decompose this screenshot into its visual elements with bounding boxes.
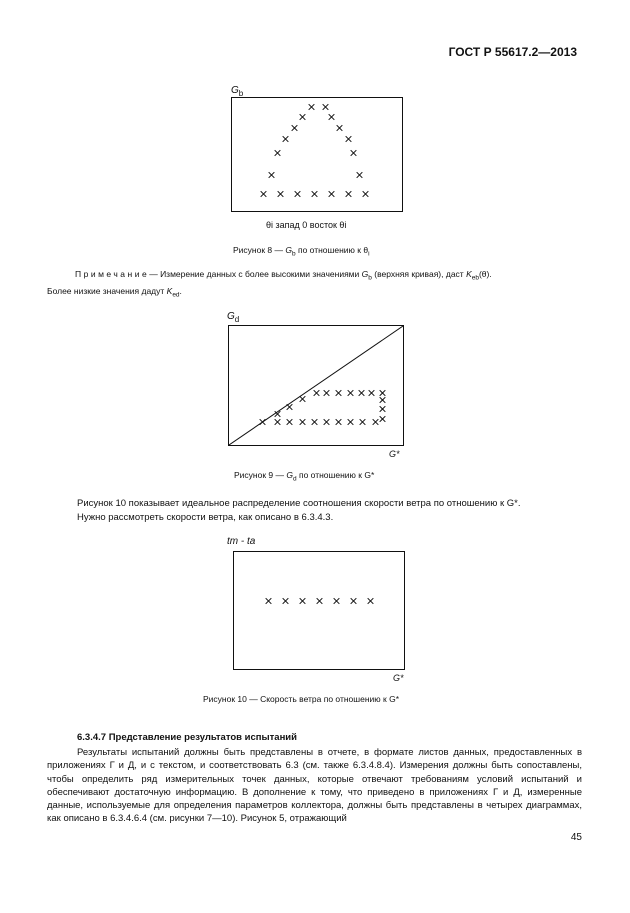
figure8-x-label: θi запад 0 восток θi	[266, 220, 347, 230]
figure8-point-14	[290, 124, 298, 132]
figure8-y-label: $G_b$	[231, 85, 244, 98]
figure10-chart	[233, 551, 405, 670]
figure9-point-6	[322, 418, 330, 426]
figure8-point-1	[259, 190, 267, 198]
figure9-point-13	[298, 395, 306, 403]
figure9-point-9	[359, 418, 367, 426]
figure9-point-17	[347, 389, 355, 397]
figure9-point-21	[378, 396, 386, 404]
figure9-point-7	[335, 418, 343, 426]
figure8-point-6	[344, 190, 352, 198]
figure8-point-12	[282, 135, 290, 143]
figure9-point-2	[274, 418, 282, 426]
figure8-chart	[231, 97, 403, 212]
figure10-intro: Рисунок 10 показывает идеальное распределение соотношения скорости ветра по отношению к G*. Нужно рассмотреть скорости ветра, как описано в 6.3.4.3.	[77, 498, 521, 523]
figure10-point-1	[264, 597, 272, 605]
figure8-point-3	[293, 190, 301, 198]
figure8-point-4	[310, 190, 318, 198]
figure9-point-16	[335, 389, 343, 397]
figure8-point-10	[273, 149, 281, 157]
figure9-x-label: G*	[389, 449, 400, 459]
figure8-point-5	[327, 190, 335, 198]
figure10-point-6	[349, 597, 357, 605]
figure10-point-7	[366, 597, 374, 605]
figure9-point-15	[322, 389, 330, 397]
figure8-point-17	[327, 113, 335, 121]
figure8-point-9	[356, 171, 364, 179]
figure9-point-11	[274, 410, 282, 418]
figure8-point-13	[344, 135, 352, 143]
figure9-point-1	[258, 418, 266, 426]
figure10-caption: Рисунок 10 — Скорость ветра по отношению к G*	[203, 694, 400, 704]
figure9-point-22	[378, 405, 386, 413]
figure9-caption: Рисунок 9 — $G_d$ по отношению к G*	[234, 470, 375, 483]
section-title: 6.3.4.7 Представление результатов испытаний	[77, 732, 297, 743]
figure9-point-3	[286, 418, 294, 426]
figure9-point-18	[357, 389, 365, 397]
figure8-caption: Рисунок 8 — $G_b$ по отношению к $\theta_i$	[233, 245, 370, 258]
figure9-point-5	[310, 418, 318, 426]
figure9-y-label: $G_d$	[227, 311, 240, 324]
figure8-point-2	[276, 190, 284, 198]
figure8-point-18	[307, 103, 315, 111]
figure8-point-11	[350, 149, 358, 157]
figure8-point-7	[361, 190, 369, 198]
figure9-point-19	[368, 389, 376, 397]
figure9-point-14	[312, 389, 320, 397]
figure8-point-19	[322, 103, 330, 111]
document-header: ГОСТ Р 55617.2—2013	[448, 45, 577, 59]
figure9-point-23	[378, 415, 386, 423]
figure10-point-5	[332, 597, 340, 605]
figure9-diagonal	[229, 326, 403, 445]
figure9-point-4	[298, 418, 306, 426]
figure10-point-3	[298, 597, 306, 605]
figure9-chart	[228, 325, 404, 446]
figure10-y-label: tm - ta	[227, 536, 256, 547]
figure8-point-8	[268, 171, 276, 179]
figure10-x-label: G*	[393, 673, 404, 683]
page-number: 45	[570, 832, 582, 843]
figure8-point-16	[299, 113, 307, 121]
figure10-point-2	[281, 597, 289, 605]
section-body: Результаты испытаний должны быть представлены в отчете, в формате листов данных, предоставленных в приложениях Г и Д, и с текстом, и соответствовать 6.3 (см. также 6.3.4.8.4). Измерения должны быть сопоставлены, чтобы определить ряд измерительных точек данных, которые отвечают требованиям условий испытаний и обеспечивают достаточную информацию. В дополнение к тому, что приведено в приложениях Г и Д, измеренные данные, используемые для определения параметров коллектора, должны быть представлены в четырех диаграммах, как описано в 6.3.4.6.4 (см. рисунки 7—10). Рисунок 5, отражающий	[47, 747, 582, 825]
figure9-point-12	[286, 403, 294, 411]
figure10-point-4	[315, 597, 323, 605]
figure8-point-15	[336, 124, 344, 132]
figure9-point-8	[347, 418, 355, 426]
figure8-note: Примечание— Измерение данных с более высокими значениями $G_b$ (верхняя кривая), даст $K_{eb}(\theta)$. Более низкие значения дадут $K_{ed}$.	[47, 269, 492, 299]
